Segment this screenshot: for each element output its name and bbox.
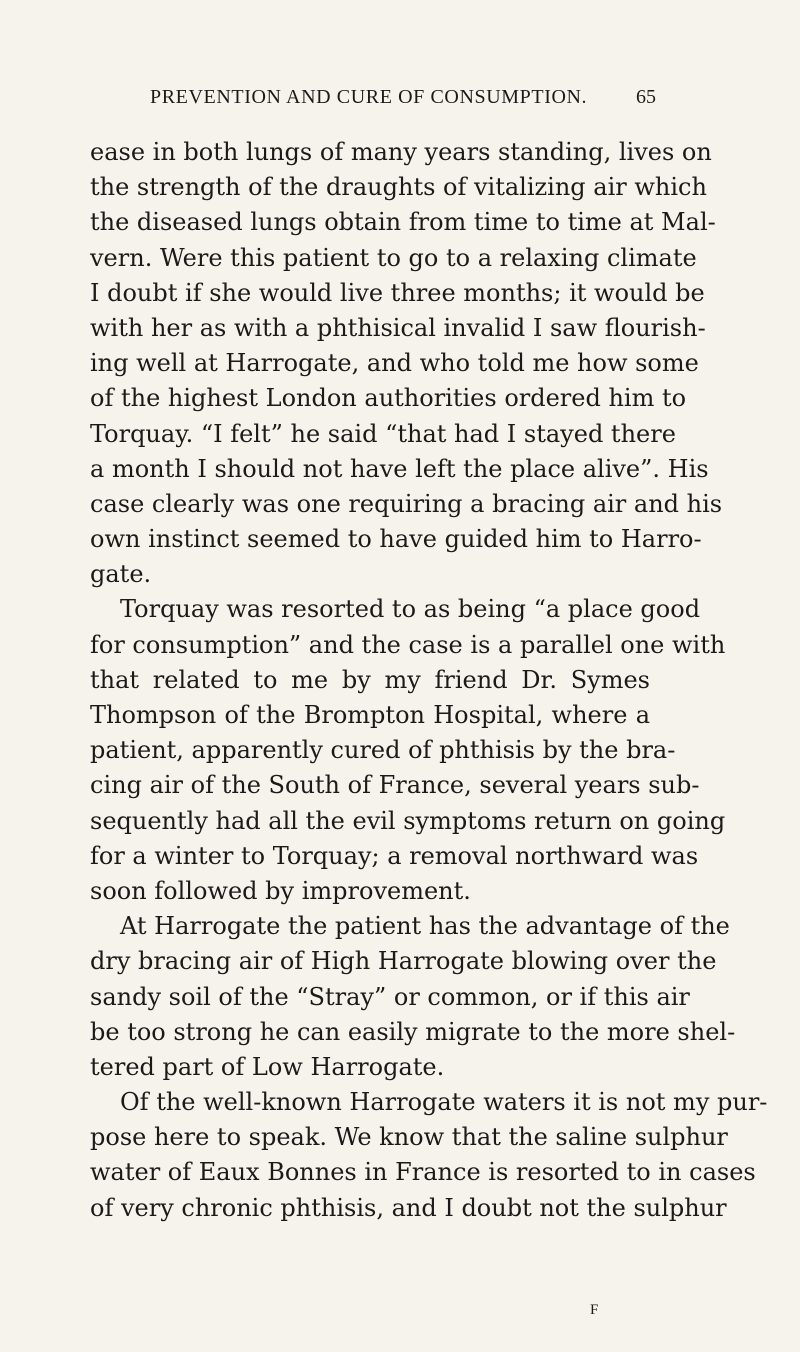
- text-line: Thompson of the Brompton Hospital, where a: [90, 701, 650, 729]
- running-head-title: PREVENTION AND CURE OF CONSUMPTION.: [150, 86, 588, 108]
- text-line: patient, apparently cured of phthisis by the bra-: [90, 736, 676, 765]
- text-line: for a winter to Torquay; a removal northward was: [90, 841, 699, 870]
- text-line: that related to me by my friend Dr. Symes: [90, 665, 650, 694]
- text-line: I doubt if she would live three months; it would be: [90, 278, 705, 307]
- page-number: 65: [636, 86, 656, 108]
- text-line: cing air of the South of France, several years sub-: [90, 771, 700, 800]
- text-line: sandy soil of the “Stray” or common, or if this air: [90, 982, 690, 1011]
- signature-mark: F: [590, 1302, 599, 1318]
- text-line: of the highest London authorities ordered him to: [90, 384, 687, 413]
- text-line: ing well at Harrogate, and who told me how some: [90, 349, 699, 378]
- text-line: Torquay. “I felt” he said “that had I stayed there: [90, 419, 676, 448]
- text-line: dry bracing air of High Harrogate blowing over the: [90, 947, 717, 976]
- text-line: pose here to speak. We know that the saline sulphur: [90, 1123, 728, 1152]
- text-line: own instinct seemed to have guided him to Harro-: [90, 525, 702, 554]
- text-line: the diseased lungs obtain from time to time at Mal-: [90, 208, 716, 237]
- text-line: sequently had all the evil symptoms return on going: [90, 806, 726, 835]
- text-line: be too strong he can easily migrate to the more shel-: [90, 1017, 736, 1046]
- text-line: for consumption” and the case is a parallel one with: [90, 630, 726, 659]
- text-line: case clearly was one requiring a bracing air and his: [90, 489, 723, 518]
- text-line: vern. Were this patient to go to a relaxing climate: [90, 243, 697, 272]
- text-line: Torquay was resorted to as being “a place good: [120, 595, 701, 624]
- text-line: tered part of Low Harrogate.: [90, 1052, 445, 1081]
- text-line: the strength of the draughts of vitalizing air which: [90, 173, 707, 202]
- text-line: At Harrogate the patient has the advantage of the: [120, 912, 730, 941]
- text-line: gate.: [90, 560, 152, 589]
- text-line: with her as with a phthisical invalid I saw flourish-: [90, 313, 706, 342]
- text-line: soon followed by improvement.: [90, 876, 471, 905]
- text-line: of very chronic phthisis, and I doubt not the sulphur: [90, 1193, 727, 1222]
- text-line: water of Eaux Bonnes in France is resorted to in cases: [90, 1158, 756, 1187]
- text-line: a month I should not have left the place alive”. His: [90, 454, 709, 483]
- text-line: ease in both lungs of many years standing, lives on: [90, 138, 712, 166]
- text-line: Of the well-known Harrogate waters it is not my pur-: [120, 1088, 768, 1117]
- body-text: [90, 135, 768, 1226]
